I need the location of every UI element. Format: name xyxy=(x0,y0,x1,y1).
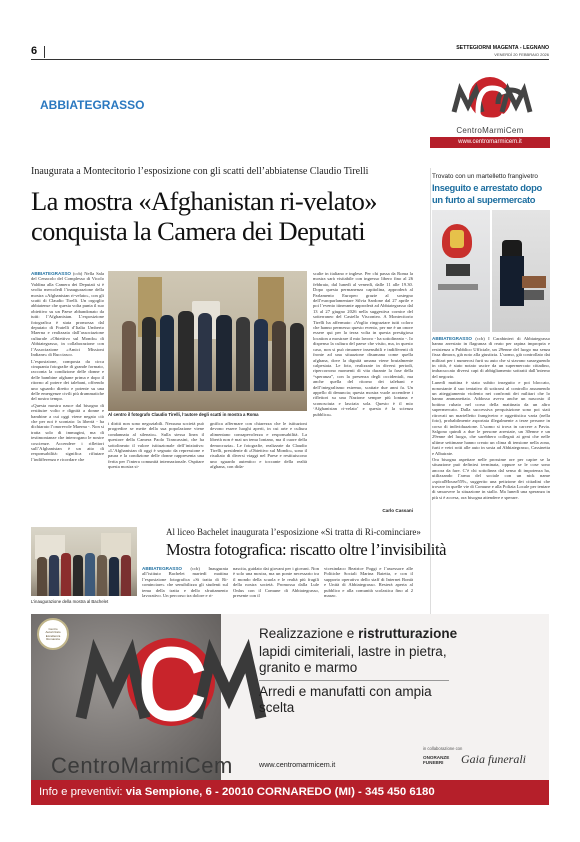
main-title-line2: conquista la Camera dei Deputati xyxy=(31,216,366,246)
main-photo xyxy=(108,271,307,411)
ad-url[interactable]: www.centromarmicem.it xyxy=(259,760,336,769)
ad-line1 xyxy=(259,626,457,641)
top-ad-url-bar[interactable] xyxy=(430,137,550,148)
side-title-line1: Inseguito e arrestato dopo xyxy=(432,182,542,193)
side-photo-arrest xyxy=(492,210,550,332)
side-kw: ABBIATEGRASSO xyxy=(432,336,472,341)
publication-date: VENERDÌ 20 FEBBRAIO 2026 xyxy=(494,52,549,57)
ad-line1-b: ristrutturazione xyxy=(358,626,458,641)
ad-cmc-logo-icon xyxy=(61,632,281,752)
page-number: 6 xyxy=(31,45,38,57)
side-kicker: Trovato con un martelletto frangivetro xyxy=(432,173,538,180)
main-col1-kw: ABBIATEGRASSO xyxy=(31,271,71,276)
bottom-kicker: Al liceo Bachelet inaugurata l’esposizione «Si tratta di Ri-cominciare» xyxy=(166,527,421,537)
top-ad-brand: CentroMarmiCem xyxy=(456,126,524,135)
ad-contact-bar[interactable] xyxy=(31,780,549,805)
ad-contact-label: Info e preventivi: xyxy=(39,786,126,798)
ad-partner-name: ONORANZE FUNEBRI xyxy=(423,755,450,765)
main-col1-p2: L’esposizione, composta da circa cinquanta fotografie di grande formato, racconta la condizione delle donne e delle bambine afghane prima e dopo il ritorno al potere dei talebani, offrendo uno sguardo diretto e potente su una delle emergenze civili più drammatiche del nostro tempo. xyxy=(31,358,104,402)
bottom-ad[interactable] xyxy=(31,614,549,805)
main-byline: Carlo Cassani xyxy=(382,508,413,513)
bottom-kw: ABBIATEGRASSO xyxy=(142,566,182,571)
side-photo-carabinieri xyxy=(432,210,490,332)
top-ad-box[interactable] xyxy=(430,72,550,151)
bottom-photo-caption: L’inaugurazione della mostra al Bachelet xyxy=(31,599,109,604)
ad-contact-address: via Sempione, 6 - 20010 CORNAREDO (MI) - 345 450 6180 xyxy=(125,786,435,798)
main-kicker: Inaugurata a Montecitorio l’esposizione con gli scatti dell’abbiatense Claudio Tirelli xyxy=(31,166,369,177)
bottom-col1 xyxy=(142,566,228,610)
ad-partner-script: Gaia funerali xyxy=(461,752,526,766)
header-rule xyxy=(31,59,549,60)
bottom-photo xyxy=(31,527,137,596)
side-title-line2: un furto al supermercato xyxy=(432,194,536,205)
side-p1: (ccb) I Carabinieri di Abbiategrasso hanno arrestato in flagranza di reato per rapina impropria e resistenza a Pubblico Ufficiale, un 29enne del luogo ma senza fissa dimora, già noto alla giustizia. L’uomo, già controllato dai militari per i numerosi furti su auto che si stavano susseguendo in città, è stato notato uscire da un supermercato cittadino, imbacuccato diversi capi di abbigliamento sottratti dall’interno del negozio. xyxy=(432,336,550,379)
main-col1-p1: (ccb) Nella Sala del Cenacolo del Complesso di Vicolo Valdina alla Camera dei Deputati si è svolta mercoledì l’inaugurazione della mostra «Afghanistan ri-velato», con gli scatti di Claudio Tirelli. Un orgoglio abbiatense che questa volta punta il suo obiettivo su un Paese abbandonato da tutti: l’Afghanistan. L’esposizione fotografica è stata promossa dal deputato di Fratelli d’Italia Umberto Maerna e realizzata dall’associazione culturale «Obiettivo sul Mondo» di Abbiategrasso, in collaborazione con l’Associazione «Amici Missioni Indiane» di Rucciasco. xyxy=(31,271,104,358)
ad-divider xyxy=(259,680,449,681)
ad-partner-label: in collaborazione con xyxy=(423,746,463,751)
ad-badge-text: Centro Autorizzato Eccellenza Romanica xyxy=(45,627,61,642)
bottom-col2: nascita, guidato dai giovani per i giovani. Non è solo una mostra, ma un ponte necessario tra il mondo della scuola e le realtà più fragili della nostra società. Promossa dalla Lule Onlus con il Comune di Abbiategrasso, presente con il xyxy=(233,566,319,599)
publication-name: SETTEGIORNI MAGENTA - LEGNANO xyxy=(456,45,549,51)
main-title-line1: La mostra «Afghanistan ri-velato» xyxy=(31,186,377,216)
bottom-col1-text: (ccb) Inaugurata all’istituto Bachelet martedì mattina l’esposizione fotografica «Si tratta di Ri-cominciare» che sensibilizza gli studenti sul tema della tratta e dello sfruttamento lavorativo. Un percorso tra dolore e ri- xyxy=(142,566,228,599)
main-col3: gnifica affermare con chiarezza che le istituzioni devono essere luoghi aperti, in cui arte e cultura alimentano consapevolezza e responsabilità. La libertà non è mai un tema lontano, ma il cuore della democrazia». Le fotografie, realizzate da Claudio Tirelli, presidente di «Obiettivo sul Mondo», sono il risultato di diversi viaggi nel Paese e restituiscono uno sguardo autentico e toccante della realtà afghana, con dida- xyxy=(210,421,307,470)
section-label: ABBIATEGRASSO xyxy=(40,98,145,112)
main-col1 xyxy=(31,271,104,518)
ad-brand: CentroMarmiCem xyxy=(51,753,233,778)
ad-line2: lapidi cimiteriali, lastre in pietra, granito e marmo xyxy=(259,644,447,675)
main-col2: i diritti non sono negoziabili. Nessuna società può progredire se mette della sua popolazione viene condannata al silenzio». Sulla stessa linea il questore della Camera Paolo Trancassini, che ha sottolineato il valore istituzionale dell’iniziativa: «L’Afghanistan di oggi è segnato da repressione e paura e la condizione delle donne rappresenta una ferita per l’intera comunità internazionale. Ospitare questa mostra si- xyxy=(108,421,204,470)
bottom-col3: vicesindaco Beatrice Poggi e l’assessore alle Politiche Sociali Marina Baietta, e con il supporto operativo dello staff di Internet Bontà e Unità di Abbiategrasso. Resterà aperta al pubblico e alla comunità scolastica fino al 2 marzo. xyxy=(324,566,413,599)
side-p2: Lunedì mattina è stato subito inseguito e poi bloccato, nonostante il suo tentativo di sottrarsi al controllo assumendo un atteggiamento violento nei confronti dei militari che lo hanno ammanettato. Addosso aveva anche un nascosto il bottino rubato nel corso della mattinata da un altro supermercato. Dalla successiva perquisizione sono poi stati ritrovati un martelletto frangivetro e oggettistica varia (nella foto), probabilmente asportata illegalmente a terze persone in corso di individuazione. L’uomo si trova in carcere a Pavia. Salgono quindi a due le persone arrestate, un 30enne e un 29enne del luogo, che sarebbero collegati ai geni che nelle ultime settimane hanno creato un clima di tensione nella zona, furti e vetri rotti alle auto in sosta ad Abbiategrasso, Cassinetta e Albairate. xyxy=(432,380,550,456)
bottom-title: Mostra fotografica: riscatto oltre l’invisibilità xyxy=(166,540,447,559)
ad-line1-a: Realizzazione e xyxy=(259,626,359,641)
side-p3: Ora bisogna aspettare nelle prossime ore per capire se la situazione può definirsi terminata, oppure se le cose sono ancora da fare. C’è chi sottolinea dal senso di impotenza ha, utilizzando l’arma del sociale con un nick name «spicalMouse559», suggerito una petizione dei cittadini che trovare in quelle vie di Comune e alla Polizia Locale per tentare di smuovere la situazione in stallo. Ma lunedì una speranza in più si è accesa, ora bisogna attendere e sperare. xyxy=(432,456,550,500)
main-photo-caption: Al centro il fotografo Claudio Tirelli, l’autore degli scatti in mostra a Roma xyxy=(108,412,259,417)
top-ad-url: www.centromarmicem.it xyxy=(458,139,522,145)
header-divider xyxy=(44,46,45,58)
ad-line3: Arredi e manufatti con ampia scelta xyxy=(259,684,432,715)
main-col1-p3: «Questa mostra nasce dal bisogno di restituire volto e dignità a donne e bambine a cui oggi viene negato ciò che per noi è scontato: la libertà - ha dichiarato l’onorevole Maerna -. Non si tratta solo di immagini, ma di testimonianze che interrogano le nostre coscienze. Accendere i riflettori sull’Afghanistan è un atto di responsabilità: significa rifiutare l’indifferenza e ricordare che xyxy=(31,402,104,462)
main-col4: scalie in italiano e inglese. Per chi passa da Roma la mostra sarà visitabile con ingresso libero fino al 26 febbraio, dal lunedì al venerdì, dalle 11 alle 19.30. Dopo questa permanenza capitolina, approderà al Parlamento Europeo grazie al sostegno dell’europarlamentare Silvia Sardone dal 27 aprile e poi l’evento itinerante approderà ad Abbiategrasso dal 13 al 27 giugno 2026 nella suggestiva cornice del sotterraneo del Castello Visconteo. A Montecitorio Tirelli ha affermato: «Voglio ringraziare tutti coloro che hanno permesso questo evento, per me è un onore essere qui per la terza volta in questa prestigiosa location a mostrare il mio lavoro - ha sottolineato -. Io dispenso la cultura del paese che visito, ma, in questo caso, non si può rimanere insensibili e indifferenti di fronte ad una situazione disumana come quella afghana, dove la dignità umana viene brutalmente calpestata. Le foto, realizzate in diversi periodi, ripercorrono momenti di vita durante la fase della “speranza”, con la presenza degli occidentali, ma anche quella del ritorno dei talebani e dell’integralismo estremo, scattate due anni fa. Un appello di denuncia; questa mostra vuole accendere i riflettori su una Nazione sempre più lontana e sconosciuta e lasciata sola. Questo è il mio ‘Afghanistan ri-velato’ e questa è la scienza pubblica». xyxy=(313,271,413,417)
